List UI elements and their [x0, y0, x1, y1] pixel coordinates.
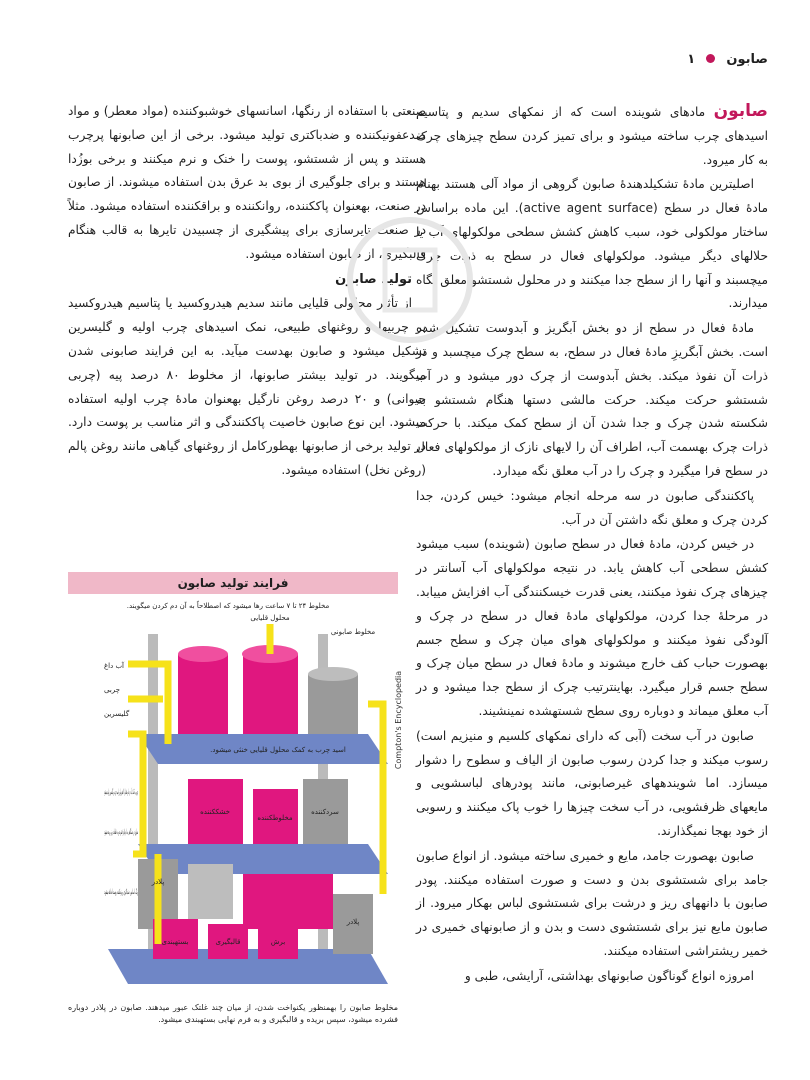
paragraph: از تأثیر محلولی قلیایی مانند سدیم هیدروکسید یا پتاسیم هیدروکسید بر چربیها و روغنهای طبیعی، نمک اسیدهای چرب اولیه و گلیسرین تشکیل میشود و صابون بهدست میآید. به این فرایند صابونی شدن میگویند. در تولید بیشتر صابونها، از مخلوط ۸۰ درصد پیه (چربی حیوانی) و ۲۰ درصد روغن نارگیل بهعنوان مادهٔ چرب اولیه استفاده میشود. این نوع صابون خاصیت پاککنندگی و اثر مناسب بر پوست دارد. در تولید برخی از صابونها بهطورکامل از روغنهای گیاهی مانند روغن پالم (روغن نخل) استفاده میشود.	[68, 296, 426, 477]
paragraph: پاککنندگی صابون در سه مرحله انجام میشود: خیس کردن، جدا کردن چرک و معلق نگه داشتن آن در آب.	[416, 488, 768, 527]
roller-machine	[188, 864, 233, 919]
label-cooler: سردکننده	[311, 808, 339, 816]
paragraph: مادهٔ فعال در سطح از دو بخش آبگریز و آبدوست تشکیل شده است. بخش آبگریزِ مادهٔ فعال در سطح، به سطح چرک میچسبد و در ذرات آن نفوذ میکند. بخش آبدوست از چرک دور میشود و در آب شستشو حرکت میکند. حرکت مالشی دستها هنگام شستشو به شکسته شدن چرک و جدا شدن آن از سطح کمک میکند. با حرکت ذرات چرک بهسمت آب، اطراف آن را لایهای نازک از مولکولهای فعال در سطح فرا میگیرد و چرک را در آب معلق نگه میدارد.	[416, 321, 768, 478]
header-bullet-icon	[706, 54, 715, 63]
tank-right	[243, 654, 298, 734]
label-packaging: بستهبندی	[161, 938, 189, 946]
label-top-note: مخلوط ۲۴ تا ۷ ساعت رها میشود که اصطلاحاً به آن دم کردن میگویند.	[126, 602, 330, 610]
left-column	[68, 100, 426, 484]
mixer-tank	[308, 674, 358, 734]
paragraph: اصلیترین مادهٔ تشکیلدهندهٔ صابون گروهی از مواد آلی هستند بهنام مادهٔ فعال در سطح (active agent surface). این ماده براساس ساختار مولکولی خود، سبب کاهش کشش سطحی مولکولهای آب یا حلالهای دیگر میشود. مولکولهای فعال در سطح به ذرات چرک میچسبند و آنها را از سطح جدا میکنند و در محلول شستشو معلق نگاه میدارند.	[416, 177, 768, 311]
right-column	[416, 100, 768, 989]
figure-title: فرایند تولید صابون	[68, 572, 398, 594]
paragraph: صابون در آب سخت (آبی که دارای نمکهای کلسیم و منیزیم است) رسوب میکند و جدا کردن رسوب صابون از الیاف و سطوح را دشوار میسازد. اما شویندههای غیرصابونی، مانند پودرهای لباسشویی و مایعهای ظرفشویی، در آب سخت چیزها را خوب پاک میکنند و رسوبی از خود بهجا نمیگذارند.	[416, 728, 768, 838]
paragraph: صابون بهصورت جامد، مایع و خمیری ساخته میشود. از انواع صابون جامد برای شستشوی بدن و دست و صورت استفاده میکنند. پودر صابون با دانههای ریز و درشت برای شستشوی لباس بهکار میرود. از صابون مایع نیز برای شستشوی دست و بدن و از صابونهای خمیری در خمیر ریشتراشی استفاده میکنند.	[416, 848, 768, 958]
label-mixer: مخلوطکننده	[257, 814, 293, 822]
label-molding: قالبگیری	[215, 938, 241, 946]
paragraph: صنعتی با استفاده از رنگها، اسانسهای خوشبوکننده (مواد معطر) و مواد ضدعفونیکننده و ضدباکتری تولید میشود. برخی از این صابونها پرچرب هستند و پس از شستشو، پوست را خنک و نرم میکنند و برخی بوزُدا هستند و برای جلوگیری از بوی بد عرق بدن استفاده میشوند. از صابون در صنعت، بهعنوان پاککننده، روانکننده و براقکننده استفاده میشود. مثلاً در صنعت تایرسازی برای پیشگیری از چسبیدن تایرها به قالب هنگام قالبگیری، از صابون استفاده میشود.	[68, 104, 426, 261]
tank-left	[178, 654, 228, 734]
label-left-note-2	[104, 827, 138, 836]
label-dryer: خشککننده	[200, 808, 230, 816]
label-hot-water: آب داغ	[104, 662, 124, 670]
roller-block	[243, 874, 333, 929]
figure-credit	[392, 620, 404, 820]
label-fat: چربی	[104, 686, 120, 694]
label-plodder-1: پلادر	[151, 878, 165, 886]
label-alkali-solution: محلول قلیایی	[250, 614, 290, 622]
figure-caption: مخلوط صابون را بهمنظور یکنواخت شدن، از میان چند غلتک عبور میدهند. صابون در پلادر دوباره فشرده میشود، سپس بریده و قالبگیری و به فرم نهایی بستهبندی میشود.	[68, 1003, 398, 1024]
lead-word: صابون	[713, 101, 768, 121]
soap-process-figure	[68, 572, 398, 1000]
label-platform: اسید چرب به کمک محلول قلیایی خنثی میشود.	[210, 746, 346, 754]
label-soap-mixture: مخلوط صابونی	[330, 628, 376, 636]
credit-text: Compton's Encyclopedia	[394, 670, 403, 770]
intro-text: مادهای شوینده است که از نمکهای سدیم و پتاسیم اسیدهای چرب ساخته میشود و برای تمیز کردن سطح چیزهای چرک به کار میرود.	[416, 105, 768, 167]
label-glycerin: گلیسرین	[104, 710, 130, 718]
label-plodder-2: پلادر	[346, 918, 360, 926]
paragraph: امروزه انواع گوناگون صابونهای بهداشتی، آرایشی، طبی و	[464, 968, 754, 983]
label-left-note-3	[104, 887, 138, 896]
label-cutting: برش	[270, 938, 286, 946]
section-title: تولید صابون	[335, 271, 412, 287]
page-number: ۱	[687, 52, 696, 67]
paragraph-intro	[416, 100, 768, 172]
paragraph: در خیس کردن، مادهٔ فعال در سطح صابون (شوینده) سبب میشود کشش سطحی آب کاهش یابد. در نتیجه مولکولهای آب آسانتر در چیزهای چرک نفوذ میکنند، یعنی قدرت خیسکنندگی آب افزایش مییابد. در مرحلهٔ جدا کردن، مولکولهای مادهٔ فعال در سطح در چرک و آلودگی نفوذ میکنند و مولکولهای هوای میان چرک و سطح جسم بهصورت حباب کف خارج میشوند و مادهٔ فعال در سطح میان چرک و سطح جسم قرار میگیرد. بهاینترتیب چرک از سطح جدا میشود و در آب معلق میماند و دوباره روی سطح شستهشده نمینشیند.	[416, 537, 768, 718]
header-title: صابون	[726, 52, 768, 67]
process-diagram	[68, 594, 398, 1000]
label-left-note-1	[104, 787, 138, 796]
page-header	[42, 48, 768, 72]
